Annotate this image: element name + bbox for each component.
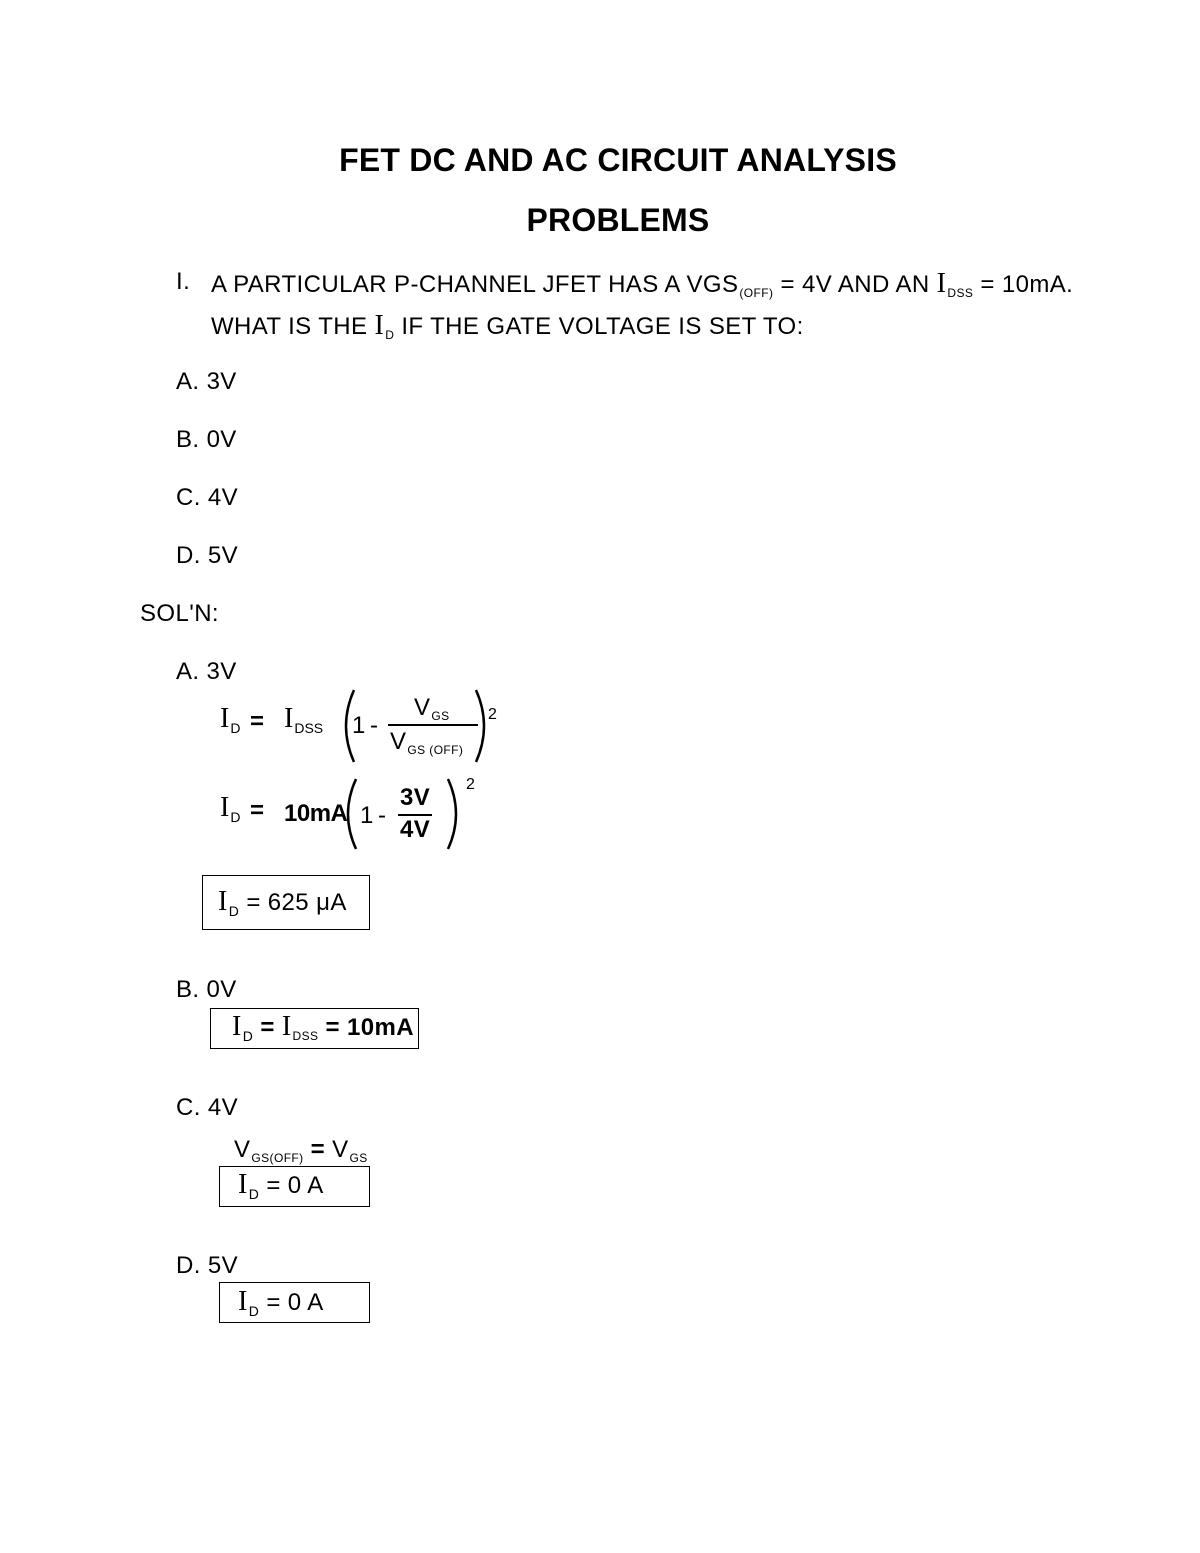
- result-d: [238, 1286, 324, 1318]
- eq2-one: 1: [360, 802, 374, 829]
- result-d-value: = 0 A: [259, 1289, 324, 1316]
- d-subscript: D: [248, 1186, 260, 1202]
- i-symbol: I: [374, 310, 385, 341]
- d-subscript: D: [228, 903, 240, 919]
- option-a: [176, 368, 237, 396]
- problem-text-d: WHAT IS THE: [211, 313, 375, 340]
- eq1-fraction-bar: [388, 724, 478, 726]
- i-symbol: I: [238, 1286, 248, 1317]
- d-subscript: D: [230, 720, 241, 736]
- problem-text-e: IF THE GATE VOLTAGE IS SET TO:: [394, 313, 804, 340]
- gs-off-subscript: GS(OFF): [251, 1151, 304, 1165]
- eq1-one: 1: [352, 712, 366, 739]
- problem-text-a: A PARTICULAR P-CHANNEL JFET HAS A VGS: [211, 271, 739, 298]
- solution-b-heading: B. 0V: [176, 976, 237, 1003]
- equals-sign: =: [303, 1136, 333, 1163]
- eq1-minus: -: [370, 712, 379, 739]
- option-value: 3V: [206, 368, 237, 395]
- v-symbol: V: [390, 728, 407, 755]
- result-b: [232, 1011, 414, 1043]
- v-symbol: V: [414, 694, 431, 721]
- result-c-value: = 0 A: [259, 1172, 324, 1199]
- i-symbol: I: [936, 268, 947, 299]
- problem-text-c: = 10mA.: [973, 271, 1074, 298]
- eq2-exponent: 2: [466, 776, 475, 793]
- option-value: 0V: [206, 426, 237, 453]
- eq2-denominator: 4V: [400, 816, 431, 843]
- dss-subscript: DSS: [294, 720, 324, 736]
- option-letter: B.: [176, 426, 200, 453]
- result-a: [218, 886, 347, 918]
- gs-off-subscript: GS (OFF): [407, 743, 464, 757]
- option-letter: D.: [176, 542, 201, 569]
- dss-subscript: DSS: [292, 1029, 319, 1043]
- result-b-value: = 10mA: [318, 1014, 414, 1041]
- eq1-exponent: 2: [488, 706, 497, 723]
- page-title: FET DC AND AC CIRCUIT ANALYSIS: [339, 142, 897, 178]
- v-symbol: V: [234, 1136, 251, 1163]
- solution-label: SOL'N:: [140, 600, 220, 627]
- eq2-minus: -: [378, 802, 387, 829]
- problem-line-1: [211, 268, 1073, 300]
- eq2-lhs: [220, 792, 240, 824]
- d-subscript: D: [242, 1028, 254, 1044]
- eq1-denominator: [390, 728, 463, 756]
- option-letter: A.: [176, 368, 200, 395]
- i-symbol: I: [218, 886, 228, 917]
- solution-d-heading: D. 5V: [176, 1252, 239, 1279]
- eq1-equals: =: [250, 708, 265, 735]
- gs-subscript: GS: [349, 1151, 368, 1165]
- eq2-current: 10mA: [284, 800, 348, 827]
- result-a-value: = 625 μA: [239, 889, 347, 916]
- problem-number: I.: [176, 268, 191, 295]
- d-subscript: D: [385, 328, 395, 342]
- i-symbol: I: [284, 703, 294, 734]
- i-symbol: I: [220, 792, 230, 823]
- i-symbol: I: [220, 703, 230, 734]
- d-subscript: D: [230, 809, 241, 825]
- page-subtitle: PROBLEMS: [526, 202, 710, 238]
- i-symbol: I: [232, 1011, 242, 1042]
- problem-line-2: [211, 310, 804, 342]
- eq2-numerator: 3V: [400, 784, 431, 811]
- d-subscript: D: [248, 1303, 260, 1319]
- option-value: 4V: [207, 484, 239, 511]
- solution-a-heading: A. 3V: [176, 658, 237, 685]
- result-c: [238, 1169, 324, 1201]
- vgs-off-subscript: (OFF): [739, 286, 774, 300]
- option-d: [176, 542, 238, 570]
- option-c: [176, 484, 238, 512]
- v-symbol: V: [332, 1136, 349, 1163]
- problem-text-b: = 4V AND AN: [773, 271, 937, 298]
- solution-c-heading: C. 4V: [176, 1094, 239, 1121]
- option-letter: C.: [176, 484, 201, 511]
- option-b: [176, 426, 237, 454]
- eq1-numerator: [414, 694, 450, 722]
- equals-sign: =: [253, 1014, 282, 1041]
- i-symbol: I: [281, 1011, 292, 1042]
- condition-c: [234, 1136, 368, 1164]
- option-value: 5V: [207, 542, 239, 569]
- gs-subscript: GS: [431, 709, 450, 723]
- eq2-equals: =: [250, 797, 265, 824]
- i-symbol: I: [238, 1169, 248, 1200]
- eq1-idss: [284, 703, 323, 735]
- dss-subscript: DSS: [947, 286, 974, 300]
- eq1-lhs: [220, 703, 240, 735]
